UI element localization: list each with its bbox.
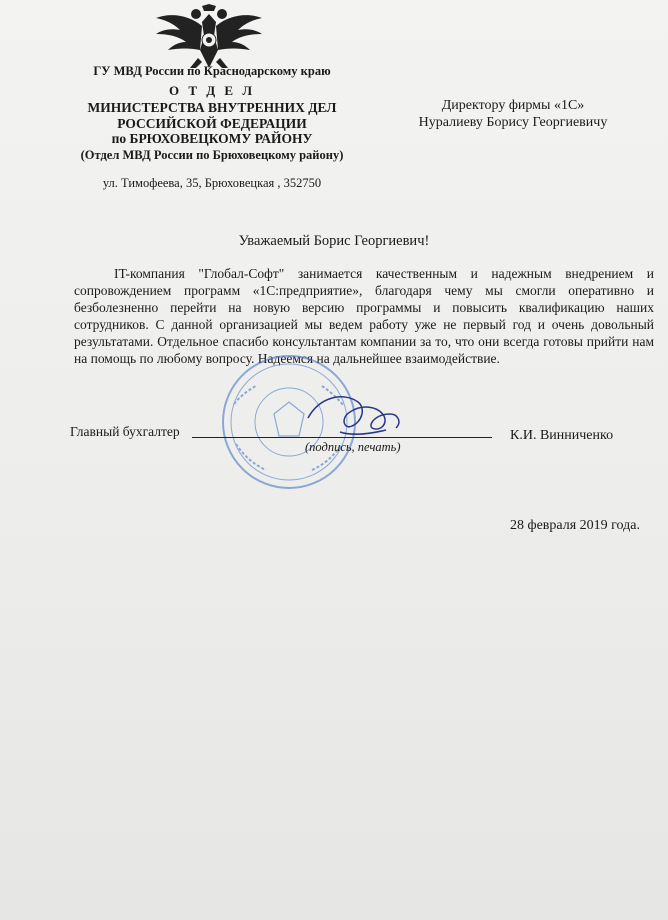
recipient-line: Нуралиеву Борису Георгиевичу: [418, 114, 608, 130]
signature-position: Главный бухгалтер: [70, 424, 180, 439]
recipient-block: [388, 98, 638, 132]
ministry-line: РОССИЙСКОЙ ФЕДЕРАЦИИ: [117, 115, 307, 131]
salutation: Уважаемый Борис Георгиевич!: [238, 233, 430, 249]
recipient-line: Директору фирмы «1С»: [441, 98, 585, 113]
signature-hint: (подпись, печать): [305, 440, 401, 454]
letter-date: 28 февраля 2019 года.: [510, 518, 640, 533]
letterhead-ministry: [64, 100, 360, 147]
letterhead-address: ул. Тимофеева, 35, Брюховецкая , 352750: [102, 176, 322, 190]
handwritten-signature-icon: [300, 388, 410, 448]
ministry-line: МИНИСТЕРСТВА ВНУТРЕННИХ ДЕЛ: [87, 100, 337, 115]
letterhead-top-line: ГУ МВД России по Краснодарскому краю: [93, 64, 331, 78]
letterhead-paren-line: (Отдел МВД России по Брюховецкому району): [80, 148, 344, 162]
ministry-line: по БРЮХОВЕЦКОМУ РАЙОНУ: [111, 131, 313, 147]
letter-body: IT-компания "Глобал-Софт" занимается качественным и надежным внедрением и сопровождением программ «1С:предприятие», благодаря чему мы смогли оперативно и безболезненно перейти на новую версию программы и повысить квалификацию наших сотрудников. С данной организацией мы ведем работу уже не первый год и очень довольный результатами. Отдельное спасибо консультантам компании за то, что они всегда готовы прийти нам на помощь по любому вопросу. Надеемся на дальнейшее взаимодействие.: [74, 266, 654, 366]
letterhead-otdel: О Т Д Е Л: [168, 83, 256, 98]
signatory-name: К.И. Винниченко: [510, 428, 614, 443]
double-headed-eagle-icon: [150, 4, 268, 72]
